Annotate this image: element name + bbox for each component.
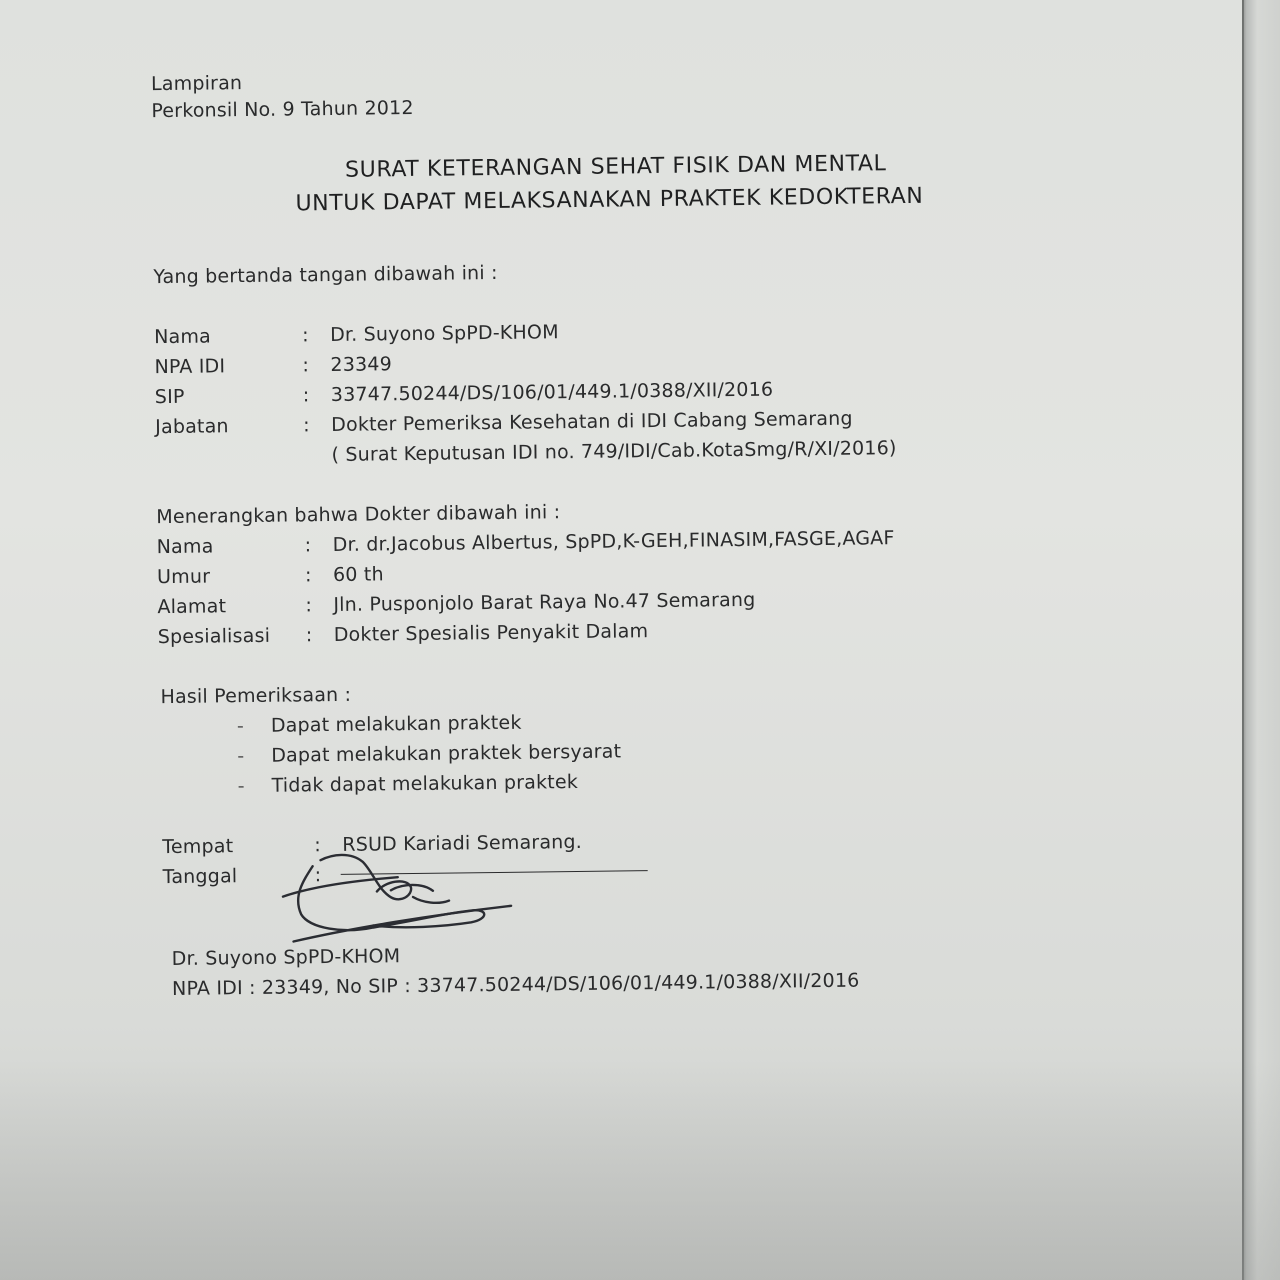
subject-name-value: Dr. dr.Jacobus Albertus, SpPD,K-GEH,FINASIM,FASGE,AGAF [332, 527, 895, 556]
footer-credentials: NPA IDI : 23349, No SIP : 33747.50244/DS/106/01/449.1/0388/XII/2016 [171, 969, 860, 1000]
subject-name-separator: : [304, 534, 312, 557]
result-option-2: Dapat melakukan praktek bersyarat [271, 740, 622, 767]
header-perkonsil: Perkonsil No. 9 Tahun 2012 [151, 96, 414, 123]
result-option-1-bullet: - [236, 715, 245, 738]
title-line-1: SURAT KETERANGAN SEHAT FISIK DAN MENTAL [344, 151, 887, 183]
place-label: Tempat [162, 835, 234, 859]
result-option-1: Dapat melakukan praktek [270, 711, 522, 737]
subject-address-value: Jln. Pusponjolo Barat Raya No.47 Semarang [333, 588, 756, 616]
title-line-2: UNTUK DAPAT MELAKSANAKAN PRAKTEK KEDOKTERAN [295, 183, 924, 217]
subject-address-label: Alamat [157, 595, 227, 619]
result-option-3-bullet: - [237, 775, 245, 798]
handwritten-signature [272, 834, 533, 957]
subject-specialty-separator: : [305, 624, 313, 647]
examiner-sip-label: SIP [154, 385, 185, 409]
subject-specialty-label: Spesialisasi [157, 624, 271, 649]
subject-address-separator: : [305, 594, 313, 617]
subject-age-separator: : [304, 564, 312, 587]
date-label: Tanggal [162, 865, 238, 889]
examiner-name-value: Dr. Suyono SpPD-KHOM [329, 321, 559, 346]
subject-age-value: 60 th [332, 563, 384, 586]
footer-name: Dr. Suyono SpPD-KHOM [171, 945, 401, 970]
result-option-2-bullet: - [237, 745, 245, 768]
examiner-sip-value: 33747.50244/DS/106/01/449.1/0388/XII/2016 [330, 378, 774, 406]
examiner-jabatan-label: Jabatan [155, 415, 229, 439]
examiner-jabatan-note: ( Surat Keputusan IDI no. 749/IDI/Cab.KotaSmg/R/XI/2016) [331, 437, 897, 466]
examiner-jabatan-value: Dokter Pemeriksa Kesehatan di IDI Cabang Semarang [331, 407, 853, 436]
place-separator: : [314, 834, 322, 857]
place-value: RSUD Kariadi Semarang. [342, 830, 583, 856]
subject-name-label: Nama [156, 535, 214, 559]
examiner-name-label: Nama [153, 325, 212, 349]
examiner-npa-value: 23349 [330, 353, 393, 376]
bottom-shadow [0, 1060, 1280, 1280]
examiner-npa-separator: : [302, 354, 310, 377]
subject-specialty-value: Dokter Spesialis Penyakit Dalam [333, 620, 649, 646]
header-lampiran: Lampiran [150, 72, 243, 96]
examiner-sip-separator: : [302, 384, 310, 407]
examiner-name-separator: : [301, 324, 309, 347]
subject-age-label: Umur [156, 565, 211, 589]
result-option-3: Tidak dapat melakukan praktek [271, 770, 579, 797]
examiner-npa-label: NPA IDI [154, 355, 226, 379]
result-heading: Hasil Pemeriksaan : [160, 683, 352, 709]
date-separator: : [314, 864, 322, 887]
examiner-jabatan-separator: : [303, 414, 310, 437]
subject-intro: Menerangkan bahwa Dokter dibawah ini : [156, 501, 561, 529]
intro-text: Yang bertanda tangan dibawah ini : [153, 261, 498, 289]
